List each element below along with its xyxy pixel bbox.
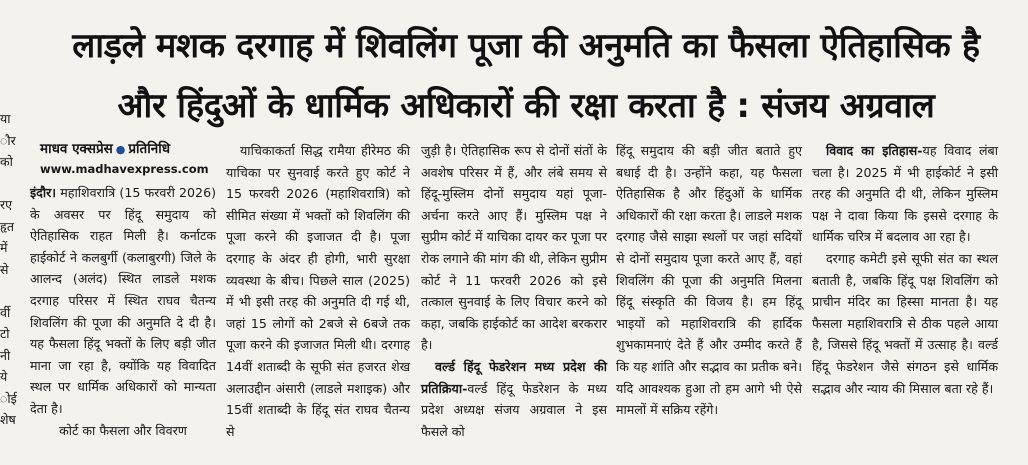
article-column-1 <box>30 182 216 441</box>
edge-fragment: रए <box>0 197 13 212</box>
edge-fragment: शेष <box>0 412 16 427</box>
agency-name: माधव एक्सप्रेस <box>40 141 113 157</box>
column-1-body: महाशिवरात्रि (15 फरवरी 2026) के अवसर पर हिंदू समुदाय को ऐतिहासिक राहत मिली है। कर्नाटक हाईकोर्ट ने कलबुर्गी (कलाबुरगी) जिले के आलन्द (अलंद) स्थित लाडले मशक दरगाह परिसर में स्थित राघव चैतन्य शिवलिंग की पूजा की अनुमति दे दी है। यह फैसला हिंदू भक्तों के लिए बड़ी जीत माना जा रहा है, क्योंकि यह विवादित स्थल पर धार्मिक अधिकारों को मान्यता देता है। <box>30 185 216 416</box>
edge-fragment: नी <box>0 347 11 363</box>
edge-fragment: र्वी <box>0 304 11 320</box>
headline-line-2: और हिंदुओं के धार्मिक अधिकारों की रक्षा करता है : संजय अग्रवाल <box>117 86 935 126</box>
website-url: www.madhavexpress.com <box>40 162 209 176</box>
dateline: इंदौर। <box>30 185 57 200</box>
column-4-body: हिंदू समुदाय की बड़ी जीत बताते हुए बधाई दी है। उन्होंने कहा, यह फैसला ऐतिहासिक है और हिंदुओं के धार्मिक अधिकारों की रक्षा करता है। लाडले मशक दरगाह जैसे साझा स्थलों पर जहां सदियों से दोनों समुदाय पूजा करते आए हैं, वहां शिवलिंग की पूजा की अनुमति मिलना हिंदू संस्कृति की विजय है। हम हिंदू भाइयों को महाशिवरात्रि की हार्दिक शुभकामनाएं देते हैं और उम्मीद करते हैं कि यह शांति और सद्भाव का प्रतीक बने। यदि आवश्यक हुआ तो हम आगे भी ऐसे मामलों में सक्रिय रहेंगे। <box>616 143 802 418</box>
edge-fragment <box>0 173 18 195</box>
article-column-5 <box>812 140 998 399</box>
column-1-paragraph <box>30 182 216 420</box>
article-column-3 <box>421 140 607 442</box>
edge-fragment: ये <box>0 369 8 384</box>
edge-fragment: से <box>0 261 9 277</box>
section-heading-federation: वर्ल्ड हिंदू फेडरेशन मध्य प्रदेश की प्रतिक्रिया- <box>421 358 607 396</box>
edge-fragment: या <box>0 111 11 126</box>
edge-fragment: हृत <box>0 218 15 234</box>
headline-line-1: लाड़ले मशक दरगाह में शिवलिंग पूजा की अनुमति का फैसला ऐतिहासिक है <box>72 26 980 66</box>
article-column-4 <box>616 140 802 421</box>
edge-fragment: टो <box>0 326 10 341</box>
byline <box>40 140 220 177</box>
edge-fragment: ौर <box>0 132 16 148</box>
agency-line <box>40 140 220 159</box>
left-edge-cutoff-text <box>0 108 18 431</box>
edge-fragment: ोई <box>0 390 17 406</box>
column-5-section-body: यह विवाद लंबा चला है। 2025 में भी हाईकोर्ट ने इसी तरह की अनुमति दी थी, लेकिन मुस्लिम पक्ष ने दावा किया कि इससे दरगाह के धार्मिक चरित्र में बदलाव आ रहा है। <box>812 143 998 245</box>
column-3-section-body: वर्ल्ड हिंदू फेडरेशन के मध्य प्रदेश अध्यक्ष संजय अग्रवाल ने इस फैसले को <box>421 380 607 439</box>
subheading-court-decision: कोर्ट का फैसला और विवरण <box>59 422 187 438</box>
column-3-section <box>421 356 607 442</box>
column-5-section <box>812 140 998 248</box>
column-3-body: जुड़ी है। ऐतिहासिक रूप से दोनों संतों के अवशेष परिसर में हैं, और लंबे समय से हिंदू-मुस्लिम दोनों समुदाय यहां पूजा-अर्चना करते आए हैं। मुस्लिम पक्ष ने सुप्रीम कोर्ट में याचिका दायर कर पूजा पर रोक लगाने की मांग की थी, लेकिन सुप्रीम कोर्ट ने 11 फरवरी 2026 को इसे तत्काल सुनवाई के लिए विचार करने को कहा, जबकि हाईकोर्ट का आदेश बरकरार है। <box>421 143 607 353</box>
column-2-body: याचिकाकर्ता सिद्ध रामैया हीरेमठ की याचिका पर सुनवाई करते हुए कोर्ट ने 15 फरवरी 2026 (महाशिवरात्रि) को सीमित संख्या में भक्तों को शिवलिंग की पूजा करने की इजाजत दी है। पूजा दरगाह के अंदर ही होगी, भारी सुरक्षा व्यवस्था के बीच। पिछले साल (2025) में भी इसी तरह की अनुमति दी गई थी, जहां 15 लोगों को 2बजे से 6बजे तक पूजा करने की इजाजत मिली थी। दरगाह 14वीं शताब्दी के सूफी संत हजरत शेख अलाउद्दीन अंसारी (लाडले मशाइक) और 15वीं शताब्दी के हिंदू संत राघव चैतन्य से <box>226 143 410 439</box>
bullet-icon: ● <box>115 143 126 156</box>
article-column-2 <box>226 140 410 442</box>
column-5-paragraph-2: दरगाह कमेटी इसे सूफी संत का स्थल बताती है, जबकि हिंदू पक्ष शिवलिंग को प्राचीन मंदिर का हिस्सा मानता है। यह फैसला महाशिवरात्रि से ठीक पहले आया है, जिससे हिंदू भक्तों में उत्साह है। वर्ल्ड हिंदू फेडरेशन जैसे संगठन इसे धार्मिक सद्भाव और न्याय की मिसाल बता रहे हैं। <box>812 250 998 396</box>
edge-fragment: में <box>0 240 8 255</box>
edge-fragment <box>0 280 18 302</box>
correspondent: प्रतिनिधि <box>128 141 171 157</box>
edge-fragment: को <box>0 154 13 169</box>
section-heading-history: विवाद का इतिहास- <box>826 143 923 158</box>
